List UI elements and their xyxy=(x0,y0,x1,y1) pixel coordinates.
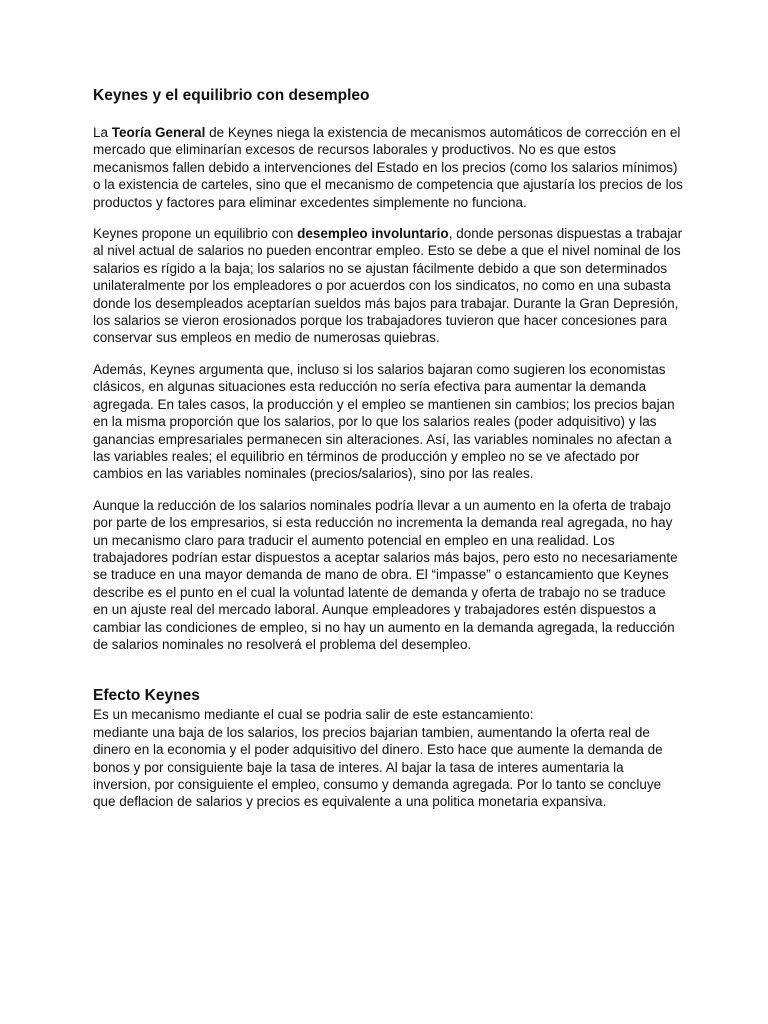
term-desempleo-involuntario: desempleo involuntario xyxy=(297,226,449,242)
document-page xyxy=(93,86,683,811)
paragraph-2-text-rest: , donde personas dispuestas a trabajar al nivel actual de salarios no pueden encontrar empleo. Esto se debe a que el nivel nominal de los salarios es rígido a la baja; los salarios no se ajustan fácilmente debido a que son determinados unilateralmente por los empleadores o por acuerdos con los sindicatos, no como en una subasta donde los desempleados aceptarían sueldos más bajos para trabajar. Durante la Gran Depresión, los salarios se vieron erosionados porque los trabajadores tuvieron que hacer concesiones para conservar sus empleos en medio de numerosas quiebras. xyxy=(93,226,683,346)
document-title: Keynes y el equilibrio con desempleo xyxy=(93,87,370,104)
section-heading-efecto-keynes: Efecto Keynes xyxy=(93,687,200,705)
paragraph-1-text-rest: de Keynes niega la existencia de mecanismos automáticos de corrección en el mercado que eliminarían excesos de recursos laborales y productivos. No es que estos mecanismos fallen debido a intervenciones del Estado en los precios (como los salarios mínimos) o la existencia de carteles, sino que el mecanismo de competencia que ajustaría los precios de los productos y factores para eliminar excedentes simplemente no funciona. xyxy=(93,125,683,210)
paragraph-4: Aunque la reducción de los salarios nominales podría llevar a un aumento en la oferta de trabajo por parte de los empresarios, si esta reducción no incrementa la demanda real agregada, no hay un mecanismo claro para traducir el aumento potencial en empleo en una realidad. Los trabajadores podrían estar dispuestos a aceptar salarios más bajos, pero esto no necesariamente se traduce en una mayor demanda de mano de obra. El “impasse” o estancamiento que Keynes describe es el punto en el cual la voluntad latente de demanda y oferta de trabajo no se traduce en un ajuste real del mercado laboral. Aunque empleadores y trabajadores estén dispuestos a cambiar las condiciones de empleo, si no hay un aumento en la demanda agregada, la reducción de salarios nominales no resolverá el problema del desempleo. xyxy=(93,497,678,652)
section-intro-line: Es un mecanismo mediante el cual se podria salir de este estancamiento: xyxy=(93,707,534,723)
paragraph-2-text-start: Keynes propone un equilibrio con xyxy=(93,226,298,242)
paragraph-2 xyxy=(93,225,683,347)
paragraph-3: Además, Keynes argumenta que, incluso si los salarios bajaran como sugieren los economistas clásicos, en algunas situaciones esta reducción no sería efectiva para aumentar la demanda agregada. En tales casos, la producción y el empleo se mantienen sin cambios; los precios bajan en la misma proporción que los salarios, por lo que los salarios reales (poder adquisitivo) y las ganancias empresariales permanecen sin alteraciones. Así, las variables nominales no afectan a las variables reales; el equilibrio en términos de producción y empleo no se ve afectado por cambios en las variables nominales (precios/salarios), sino por las reales. xyxy=(93,361,675,482)
paragraph-1-text-start: La xyxy=(93,125,112,140)
term-teoria-general: Teoría General xyxy=(111,125,206,140)
paragraph-1 xyxy=(93,124,683,211)
section-body-text: mediante una baja de los salarios, los precios bajarian tambien, aumentando la oferta real de dinero en la economia y el poder adquisitivo del dinero. Esto hace que aumente la demanda de bonos y por consiguiente baje la tasa de interes. Al bajar la tasa de interes aumentaria la inversion, por consiguiente el empleo, consumo y demanda agregada. Por lo tanto se concluye que deflacion de salarios y precios es equivalente a una politica monetaria expansiva. xyxy=(93,724,663,810)
